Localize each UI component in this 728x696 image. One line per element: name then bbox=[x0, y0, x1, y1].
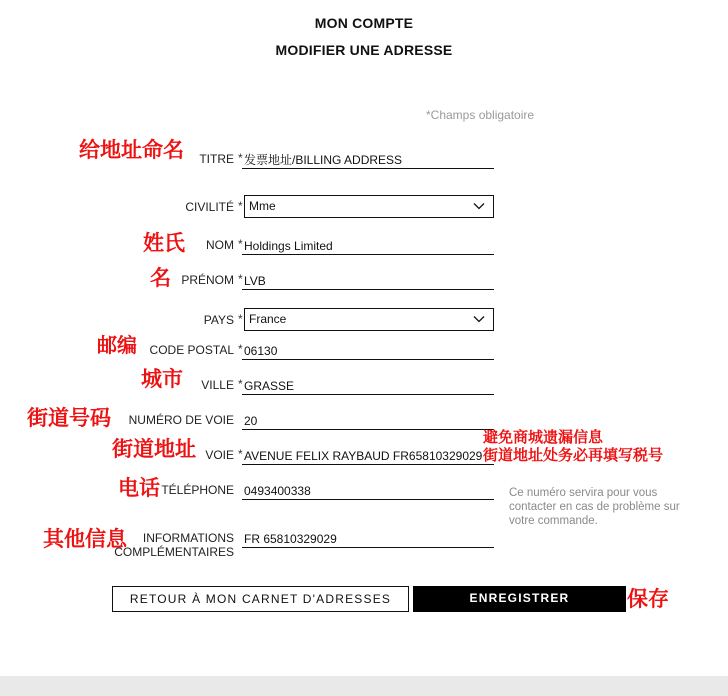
back-to-address-book-button[interactable]: RETOUR À MON CARNET D'ADRESSES bbox=[112, 586, 409, 612]
pays-selected-value: France bbox=[249, 312, 287, 326]
pays-select[interactable] bbox=[244, 308, 494, 331]
telephone-hint: Ce numéro servira pour vous contacter en cas de problème sur votre commande. bbox=[509, 487, 680, 527]
annotation-prenom: 名 bbox=[150, 266, 171, 290]
nom-label: NOM bbox=[206, 238, 234, 252]
annotation-save: 保存 bbox=[627, 587, 669, 611]
prenom-input[interactable]: LVB bbox=[242, 273, 494, 290]
annotation-code-postal: 邮编 bbox=[97, 333, 137, 357]
annotation-note-line2: 街道地址处务必再填写税号 bbox=[483, 446, 664, 464]
titre-required-star: * bbox=[238, 151, 243, 165]
civilite-select[interactable] bbox=[244, 195, 494, 218]
ville-label: VILLE bbox=[201, 378, 234, 392]
info-label-line1: INFORMATIONS bbox=[142, 531, 234, 545]
annotation-titre: 给地址命名 bbox=[79, 138, 184, 162]
info-input[interactable]: FR 65810329029 bbox=[242, 531, 494, 548]
ville-input[interactable]: GRASSE bbox=[242, 378, 494, 395]
numero-label: NUMÉRO DE VOIE bbox=[128, 413, 234, 427]
info-label-line2: COMPLÉMENTAIRES bbox=[114, 545, 234, 559]
civilite-label: CIVILITÉ bbox=[185, 200, 234, 214]
telephone-label: TÉLÉPHONE bbox=[161, 483, 234, 497]
prenom-label: PRÉNOM bbox=[181, 273, 234, 287]
annotation-ville: 城市 bbox=[141, 367, 183, 391]
voie-label: VOIE bbox=[205, 448, 234, 462]
voie-required-star: * bbox=[238, 447, 243, 461]
civilite-required-star: * bbox=[238, 199, 243, 213]
telephone-input[interactable]: 0493400338 bbox=[242, 483, 494, 500]
civilite-selected-value: Mme bbox=[249, 199, 276, 213]
voie-input[interactable]: AVENUE FELIX RAYBAUD FR65810329029 bbox=[242, 448, 494, 465]
titre-label: TITRE bbox=[199, 152, 234, 166]
save-button[interactable]: ENREGISTRER bbox=[413, 586, 626, 612]
page-title: MON COMPTE bbox=[314, 15, 414, 31]
required-note: *Champs obligatoire bbox=[426, 108, 535, 122]
numero-input[interactable]: 20 bbox=[242, 413, 494, 430]
annotation-numero: 街道号码 bbox=[27, 406, 111, 430]
footer-bar bbox=[0, 676, 728, 696]
code-postal-input[interactable]: 06130 bbox=[242, 343, 494, 360]
annotation-info: 其他信息 bbox=[43, 527, 127, 551]
annotation-nom: 姓氏 bbox=[143, 231, 185, 255]
annotation-telephone: 电话 bbox=[118, 476, 160, 500]
nom-required-star: * bbox=[238, 237, 243, 251]
prenom-required-star: * bbox=[238, 272, 243, 286]
chevron-down-icon bbox=[473, 313, 485, 325]
pays-label: PAYS bbox=[203, 313, 234, 327]
code-postal-required-star: * bbox=[238, 342, 243, 356]
ville-required-star: * bbox=[238, 377, 243, 391]
page-subtitle: MODIFIER UNE ADRESSE bbox=[275, 42, 453, 58]
nom-input[interactable]: Holdings Limited bbox=[242, 238, 494, 255]
annotation-note-line1: 避免商城遗漏信息 bbox=[483, 428, 604, 446]
annotation-voie: 街道地址 bbox=[112, 437, 196, 461]
chevron-down-icon bbox=[473, 200, 485, 212]
titre-input[interactable]: 发票地址/BILLING ADDRESS bbox=[242, 152, 494, 169]
pays-required-star: * bbox=[238, 312, 243, 326]
code-postal-label: CODE POSTAL bbox=[149, 343, 234, 357]
